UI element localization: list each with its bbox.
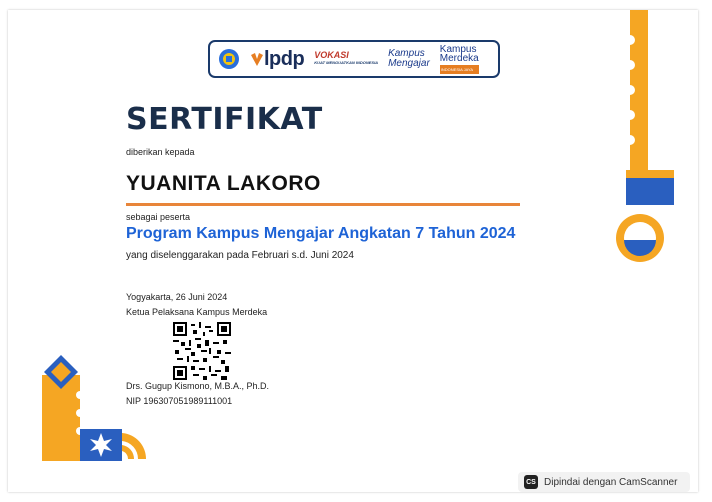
- name-underline: [126, 203, 520, 206]
- signer-nip: NIP 196307051989111001: [126, 396, 233, 406]
- camscanner-watermark: [518, 472, 690, 492]
- lpdp-logo: [250, 48, 304, 71]
- kampus-merdeka-line1: Kampus: [439, 43, 477, 55]
- vokasi-sub: KUAT MENGUATKAN INDONESIA: [314, 60, 379, 65]
- camscanner-label: Dipindai dengan CamScanner: [544, 476, 678, 488]
- certificate-title: SERTIFIKAT: [126, 102, 323, 137]
- given-to-label: diberikan kepada: [126, 147, 195, 157]
- signer-position: Ketua Pelaksana Kampus Merdeka: [126, 307, 268, 317]
- left-decoration: [38, 355, 148, 465]
- kampus-mengajar-logo: [388, 49, 430, 69]
- place-date: Yogyakarta, 26 Juni 2024: [126, 292, 228, 302]
- participant-label: sebagai peserta: [126, 212, 191, 222]
- vokasi-label: VOKASI: [314, 50, 349, 60]
- right-decoration: [608, 10, 688, 280]
- signer-name: Drs. Gugup Kismono, M.B.A., Ph.D.: [126, 381, 270, 391]
- kampus-mengajar-line2: Mengajar: [388, 58, 430, 69]
- program-title: Program Kampus Mengajar Angkatan 7 Tahun 2024: [126, 225, 516, 242]
- certificate-page: [8, 10, 698, 492]
- kampus-merdeka-sub: INDONESIA JAYA: [440, 65, 479, 74]
- camscanner-icon: CS: [524, 475, 538, 489]
- kampus-merdeka-line2: Merdeka: [439, 52, 479, 64]
- tut-wuri-logo: [218, 48, 240, 70]
- lpdp-label: lpdp: [264, 47, 305, 70]
- recipient-name: YUANITA LAKORO: [126, 172, 321, 195]
- program-period: yang diselenggarakan pada Februari s.d. Juni 2024: [126, 250, 354, 261]
- vokasi-logo: [314, 51, 378, 67]
- kampus-merdeka-logo: [440, 45, 479, 74]
- logo-bar: [208, 40, 500, 78]
- qr-code: [173, 322, 231, 380]
- kampus-mengajar-line1: Kampus: [388, 48, 425, 59]
